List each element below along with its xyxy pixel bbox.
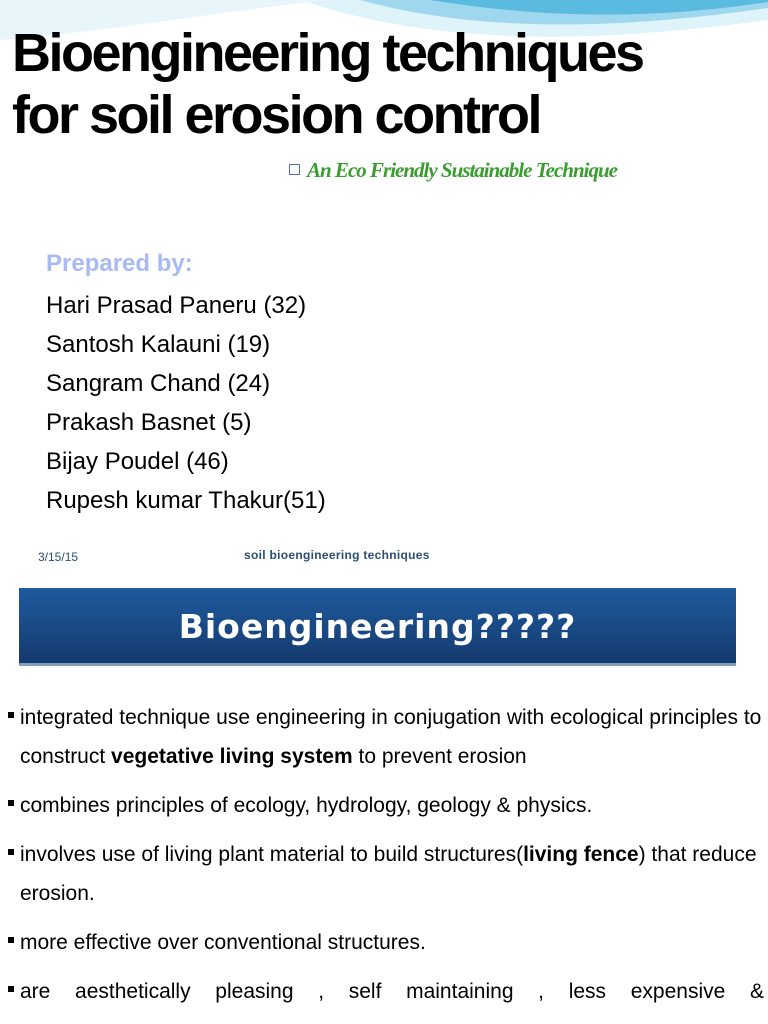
section-banner [19,588,736,666]
slide-title-line-1: Bioengineering techniques [12,23,643,83]
square-bullet-icon [8,712,14,718]
bullet-list [4,698,764,1021]
bold-term: living fence [523,843,639,866]
square-bullet-icon [8,849,14,855]
square-bullet-icon [8,800,14,806]
bold-term: vegetative living system [111,745,353,768]
slide-subtitle [289,158,759,183]
footer-date: 3/15/15 [38,550,79,564]
team-member: Rupesh kumar Thakur(51) [46,487,326,514]
slide-title [12,22,752,146]
team-member: Prakash Basnet (5) [46,409,252,436]
prepared-by-label: Prepared by: [46,250,193,277]
team-member: Santosh Kalauni (19) [46,331,271,358]
slide-subtitle-text: An Eco Friendly Sustainable Technique [307,158,617,182]
footer-caption: soil bioengineering techniques [244,548,430,562]
square-bullet-icon [8,937,14,943]
team-member: Sangram Chand (24) [46,370,271,397]
bullet-item: are aesthetically pleasing , self maintaining , less expensive & [4,972,764,1011]
bullet-item: integrated technique use engineering in conjugation with ecological principles to construct vegetative living system to prevent erosion [4,698,764,776]
bullet-item: involves use of living plant material to build structures(living fence) that reduce erosion. [4,835,764,913]
team-member: Hari Prasad Paneru (32) [46,292,307,319]
team-member-list [46,286,326,520]
checkbox-bullet-icon [289,164,300,175]
slide-title-line-2: for soil erosion control [12,85,541,145]
banner-title: Bioengineering????? [178,607,577,646]
bullet-item: more effective over conventional structures. [4,923,764,962]
square-bullet-icon [8,986,14,992]
bullet-item: combines principles of ecology, hydrology, geology & physics. [4,786,764,825]
team-member: Bijay Poudel (46) [46,448,229,475]
